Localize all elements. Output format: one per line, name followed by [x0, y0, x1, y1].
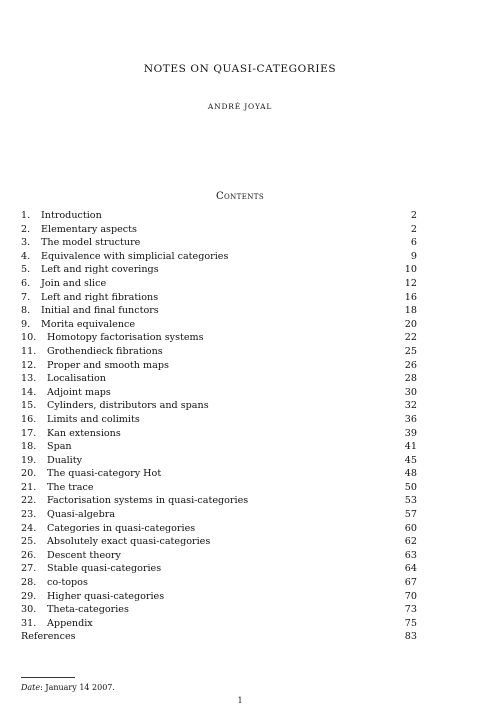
toc-entry-page: 22: [404, 332, 417, 344]
toc-entry-page: 60: [404, 522, 417, 534]
toc-entry-title: Cylinders, distributors and spans: [47, 400, 209, 412]
toc-entry-page: 30: [404, 386, 417, 398]
toc-entry-title: Limits and colimits: [47, 413, 140, 425]
toc-entry-title: Adjoint maps: [47, 386, 111, 398]
toc-entry-title: Span: [47, 441, 72, 453]
toc-entry-number: 23.: [21, 509, 37, 521]
toc-entry: [21, 617, 417, 631]
toc-entry-title: Elementary aspects: [41, 223, 137, 235]
footnote-text: : January 14 2007.: [40, 683, 115, 692]
toc-entry-title: Proper and smooth maps: [47, 359, 169, 371]
toc-entry: [21, 508, 417, 522]
footnote-rule: [21, 677, 75, 678]
toc-entry-title: Localisation: [47, 373, 106, 385]
toc-entry-number: 29.: [21, 590, 37, 602]
toc-entry-page: 73: [404, 604, 417, 616]
toc-entry-number: 3.: [21, 237, 31, 249]
toc-entry-title: Kan extensions: [47, 427, 121, 439]
toc-entry: [21, 522, 417, 536]
toc-entry: [21, 250, 417, 264]
toc-entry-page: 36: [404, 413, 417, 425]
toc-entry-number: 5.: [21, 264, 31, 276]
toc-entry-title: Stable quasi-categories: [47, 563, 162, 575]
toc-entry-title: Left and right fibrations: [41, 291, 159, 303]
toc-entry-number: 27.: [21, 563, 37, 575]
toc-entry-title: The model structure: [41, 237, 141, 249]
toc-entry-title: Equivalence with simplicial categories: [41, 250, 229, 262]
toc-entry-page: 20: [404, 318, 417, 330]
toc-entry: [21, 590, 417, 604]
toc-entry-title: The trace: [47, 481, 94, 493]
toc-entry-number: 11.: [21, 345, 37, 357]
toc-entry-page: 2: [410, 223, 417, 235]
toc-entry: [21, 304, 417, 318]
toc-entry: [21, 535, 417, 549]
toc-entry-page: 26: [404, 359, 417, 371]
toc-entry: [21, 562, 417, 576]
toc-entry-title: Absolutely exact quasi-categories: [47, 536, 211, 548]
toc-entry-title: Descent theory: [47, 549, 121, 561]
toc-entry-page: 9: [410, 250, 417, 262]
toc-entry-page: 63: [404, 549, 417, 561]
toc-entry-page: 48: [404, 468, 417, 480]
toc-entry-page: 67: [404, 577, 417, 589]
toc-entry: [21, 386, 417, 400]
toc-entry: [21, 576, 417, 590]
toc-entry-title: Higher quasi-categories: [47, 590, 165, 602]
toc-entry: [21, 454, 417, 468]
toc-entry-number: 18.: [21, 441, 37, 453]
toc-entry: [21, 331, 417, 345]
toc-entry-number: 6.: [21, 277, 31, 289]
toc-entry: [21, 440, 417, 454]
toc-entry-number: 24.: [21, 522, 37, 534]
toc-entry-number: 14.: [21, 386, 37, 398]
toc-entry-number: 19.: [21, 454, 37, 466]
toc-entry: [21, 494, 417, 508]
toc-entry-title: Initial and final functors: [41, 305, 159, 317]
toc-entry-title: Theta-categories: [47, 604, 129, 616]
toc-entry: [21, 277, 417, 291]
toc-entry: [21, 291, 417, 305]
toc-entry: [21, 223, 417, 237]
toc-entry-page: 25: [404, 345, 417, 357]
toc-entry-title: References: [21, 631, 76, 643]
author-name: ANDRÉ JOYAL: [207, 102, 273, 111]
toc-entry-number: 8.: [21, 305, 31, 317]
toc-entry: [21, 399, 417, 413]
toc-entry-title: Grothendieck fibrations: [47, 345, 163, 357]
toc-entry-number: 1.: [21, 210, 31, 221]
toc-entry-number: 21.: [21, 481, 37, 493]
toc-entry-page: 18: [404, 305, 417, 317]
toc-entry: [21, 209, 417, 223]
toc-entry-page: 83: [404, 631, 417, 643]
toc-entry: [21, 345, 417, 359]
toc-entry-number: 10.: [21, 332, 37, 344]
toc-entry-title: Categories in quasi-categories: [47, 522, 196, 534]
toc-entry: [21, 603, 417, 617]
toc-entry-page: 32: [404, 400, 417, 412]
toc-entry-page: 57: [404, 509, 417, 521]
toc-entry: [21, 549, 417, 563]
toc-entry: [21, 427, 417, 441]
toc-entry-page: 6: [410, 237, 417, 249]
toc-entry-page: 28: [404, 373, 417, 385]
toc-entry: [21, 318, 417, 332]
toc-entry-title: Introduction: [41, 210, 102, 221]
toc-entry-title: Left and right coverings: [41, 264, 159, 276]
toc-entry-title: Factorisation systems in quasi-categories: [47, 495, 249, 507]
toc-entry: [21, 467, 417, 481]
footnote-label: Date: [21, 683, 41, 692]
document-title: NOTES ON QUASI-CATEGORIES: [143, 63, 337, 75]
toc-entry-page: 45: [404, 454, 417, 466]
toc-entry: [21, 413, 417, 427]
toc-entry-title: Homotopy factorisation systems: [47, 332, 204, 344]
toc-entry-title: co-topos: [47, 577, 88, 589]
toc-entry-page: 62: [404, 536, 417, 548]
toc-entry-title: Appendix: [47, 617, 93, 629]
toc-entry-page: 16: [404, 291, 417, 303]
footnote: [21, 683, 115, 692]
toc-entry-number: 15.: [21, 400, 37, 412]
contents-heading: Contents: [215, 191, 265, 202]
toc-entry-page: 2: [410, 210, 417, 221]
toc-entry-number: 20.: [21, 468, 37, 480]
table-of-contents: [21, 209, 417, 644]
toc-entry-title: Duality: [47, 454, 83, 466]
page-number: 1: [237, 696, 243, 705]
toc-entry-page: 64: [404, 563, 417, 575]
toc-entry-number: 16.: [21, 413, 37, 425]
toc-entry-title: Join and slice: [41, 277, 107, 289]
toc-entry-page: 41: [404, 441, 417, 453]
toc-entry-page: 10: [404, 264, 417, 276]
toc-entry-number: 9.: [21, 318, 31, 330]
toc-entry: [21, 359, 417, 373]
toc-entry-title: Morita equivalence: [41, 318, 136, 330]
toc-entry-number: 26.: [21, 549, 37, 561]
toc-entry: [21, 372, 417, 386]
toc-entry: [21, 481, 417, 495]
toc-entry-number: 12.: [21, 359, 37, 371]
toc-entry-number: 22.: [21, 495, 37, 507]
toc-entry-page: 70: [404, 590, 417, 602]
toc-entry-page: 50: [404, 481, 417, 493]
toc-entry-number: 25.: [21, 536, 37, 548]
toc-entry-page: 75: [404, 617, 417, 629]
toc-entry-number: 31.: [21, 617, 37, 629]
toc-entry-title: Quasi-algebra: [47, 509, 116, 521]
toc-entry-page: 12: [404, 277, 417, 289]
toc-entry-page: 39: [404, 427, 417, 439]
toc-entry-number: 4.: [21, 250, 31, 262]
toc-entry-number: 28.: [21, 577, 37, 589]
toc-entry-page: 53: [404, 495, 417, 507]
toc-entry: [21, 630, 417, 644]
toc-entry-number: 7.: [21, 291, 31, 303]
toc-entry-title: The quasi-category Hot: [47, 468, 162, 480]
toc-entry-number: 13.: [21, 373, 37, 385]
toc-entry-number: 17.: [21, 427, 37, 439]
toc-entry: [21, 236, 417, 250]
toc-entry: [21, 263, 417, 277]
toc-entry-number: 2.: [21, 223, 31, 235]
toc-entry-number: 30.: [21, 604, 37, 616]
